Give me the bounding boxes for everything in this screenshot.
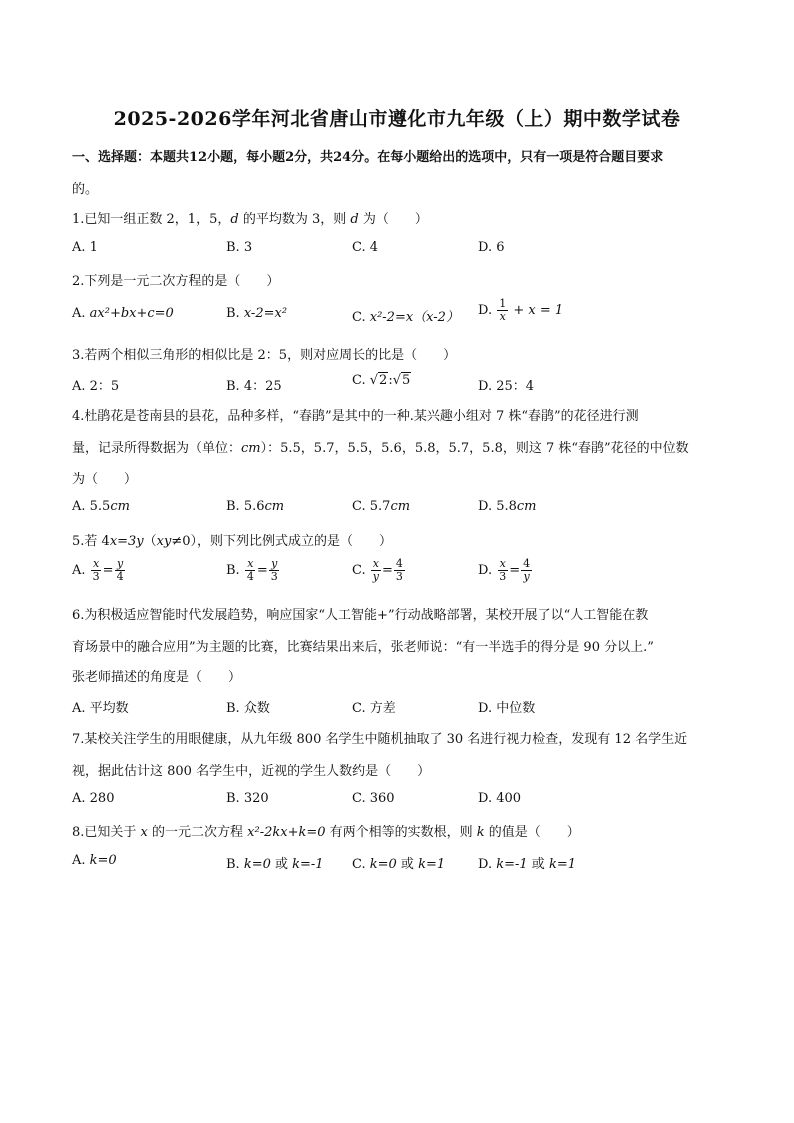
question-3-stem: 3.若两个相似三角形的相似比是 2：5，则对应周长的比是（ ） xyxy=(72,348,457,363)
question-4-option-c: C. 5.7cm xyxy=(352,499,411,514)
question-1-option-d: D. 6 xyxy=(478,240,505,255)
question-1-stem: 1.已知一组正数 2，1，5，d 的平均数为 3，则 d 为（ ） xyxy=(72,212,428,227)
question-8-option-c: C. k=0 或 k=1 xyxy=(352,857,446,872)
question-1-option-b: B. 3 xyxy=(226,240,253,255)
section-heading-cont: 的。 xyxy=(72,182,99,197)
exam-title: 2025-2026学年河北省唐山市遵化市九年级（上）期中数学试卷 xyxy=(113,108,681,130)
question-6-option-b: B. 众数 xyxy=(226,701,270,716)
question-8-stem: 8.已知关于 x 的一元二次方程 x²-2kx+k=0 有两个相等的实数根，则 k 的值是（ ） xyxy=(72,825,580,840)
question-6-option-a: A. 平均数 xyxy=(72,701,129,716)
question-3-option-a: A. 2：5 xyxy=(72,379,120,394)
question-6-option-c: C. 方差 xyxy=(352,701,396,716)
question-7-option-b: B. 320 xyxy=(226,791,269,806)
section-heading: 一、选择题：本题共12小题，每小题2分，共24分。在每小题给出的选项中，只有一项是符合题目要求 xyxy=(72,150,664,165)
question-5-option-a: A. $\frac{x}{3}$ = $\frac{y}{4}$ xyxy=(72,557,124,583)
question-6-line-3: 张老师描述的角度是（ ） xyxy=(72,670,242,685)
sqrt-expression: √2 xyxy=(369,373,388,388)
question-4-option-d: D. 5.8cm xyxy=(478,499,537,514)
question-4-option-a: A. 5.5cm xyxy=(72,499,130,514)
question-7-option-c: C. 360 xyxy=(352,791,395,806)
question-4-option-b: B. 5.6cm xyxy=(226,499,285,514)
question-8-option-d: D. k=-1 或 k=1 xyxy=(478,857,576,872)
fraction: $\frac{4}{3}$ xyxy=(395,557,403,583)
fraction: $\frac{x}{3}$ xyxy=(499,557,507,583)
question-2-option-b: B. x-2=x² xyxy=(226,306,288,321)
fraction: $\frac{y}{4}$ xyxy=(116,557,124,583)
question-5-option-d: D. $\frac{x}{3}$ = $\frac{4}{y}$ xyxy=(478,557,531,583)
question-6-option-d: D. 中位数 xyxy=(478,701,536,716)
question-1-option-a: A. 1 xyxy=(72,240,98,255)
question-3-option-c: C. √2:√5 xyxy=(352,373,411,388)
fraction: $\frac{4}{y}$ xyxy=(523,557,531,583)
fraction: $\frac{x}{4}$ xyxy=(246,557,254,583)
question-2-option-d: D. $\frac{1}{x}$ + x = 1 xyxy=(478,297,564,323)
question-5-option-b: B. $\frac{x}{4}$ = $\frac{y}{3}$ xyxy=(226,557,278,583)
question-7-line-2: 视，据此估计这 800 名学生中，近视的学生人数约是（ ） xyxy=(72,764,431,779)
fraction: $\frac{y}{3}$ xyxy=(270,557,278,583)
question-2-option-a: A. ax²+bx+c=0 xyxy=(72,306,174,321)
question-5-option-c: C. $\frac{x}{y}$ = $\frac{4}{3}$ xyxy=(352,557,403,583)
question-2-option-c: C. x²-2=x（x-2） xyxy=(352,310,459,325)
fraction: $\frac{x}{3}$ xyxy=(92,557,100,583)
question-2-stem: 2.下列是一元二次方程的是（ ） xyxy=(72,274,280,289)
sqrt-expression: √5 xyxy=(392,373,411,388)
fraction: $\frac{x}{y}$ xyxy=(372,557,379,583)
question-6-line-1: 6.为积极适应智能时代发展趋势，响应国家“人工智能+”行动战略部署，某校开展了以“人工智能在教 xyxy=(72,608,649,623)
question-4-line-2: 量，记录所得数据为（单位：cm）：5.5，5.7，5.5，5.6，5.8，5.7，5.8，则这 7 株“春鹃”花径的中位数 xyxy=(72,441,689,456)
question-4-line-1: 4.杜鹃花是苍南县的县花，品种多样，“春鹃”是其中的一种.某兴趣小组对 7 株“春鹃”的花径进行测 xyxy=(72,409,639,424)
question-3-option-d: D. 25：4 xyxy=(478,379,535,394)
question-7-option-d: D. 400 xyxy=(478,791,522,806)
question-8-option-a: A. k=0 xyxy=(72,853,117,868)
question-3-option-b: B. 4：25 xyxy=(226,379,282,394)
question-1-option-c: C. 4 xyxy=(352,240,379,255)
question-7-line-1: 7.某校关注学生的用眼健康，从九年级 800 名学生中随机抽取了 30 名进行视力检查，发现有 12 名学生近 xyxy=(72,732,688,747)
question-4-line-3: 为（ ） xyxy=(72,472,138,487)
question-5-stem: 5.若 4x=3y（xy≠0），则下列比例式成立的是（ ） xyxy=(72,534,393,549)
question-8-option-b: B. k=0 或 k=-1 xyxy=(226,857,324,872)
question-7-option-a: A. 280 xyxy=(72,791,115,806)
question-6-line-2: 育场景中的融合应用”为主题的比赛，比赛结果出来后，张老师说：“有一半选手的得分是 90 分以上.” xyxy=(72,640,654,655)
fraction: $\frac{1}{x}$ xyxy=(499,297,507,323)
